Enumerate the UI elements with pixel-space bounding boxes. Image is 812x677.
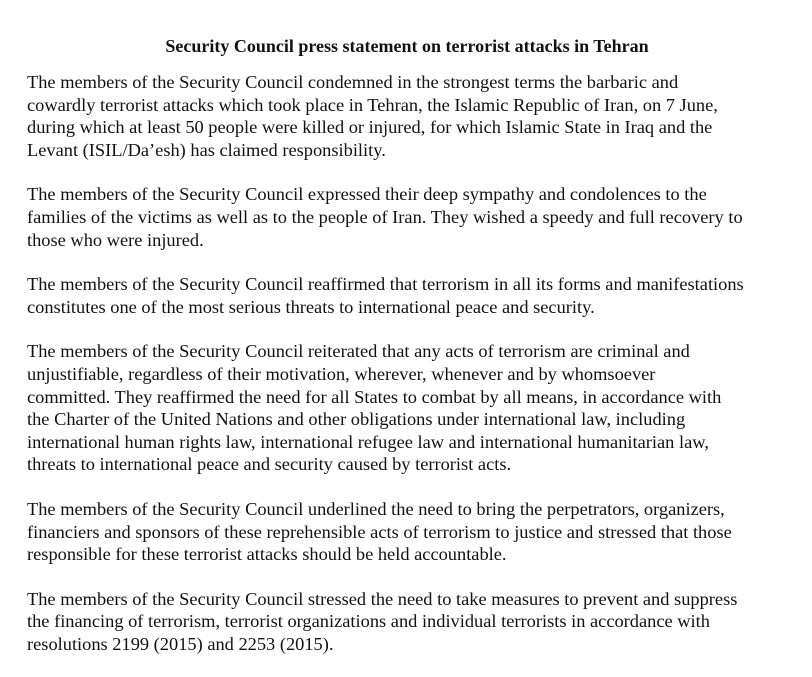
- paragraph-line: the Charter of the United Nations and other obligations under international law, including: [27, 409, 686, 430]
- paragraph-line: The members of the Security Council condemned in the strongest terms the barbaric and: [27, 72, 679, 92]
- document-title: Security Council press statement on terrorist attacks in Tehran: [165, 36, 649, 56]
- paragraph-line: The members of the Security Council reiterated that any acts of terrorism are criminal and: [27, 341, 690, 362]
- paragraph-line: The members of the Security Council underlined the need to bring the perpetrators, organizers,: [27, 498, 725, 519]
- paragraph-line: The members of the Security Council reaffirmed that terrorism in all its forms and manifestations: [27, 274, 744, 295]
- paragraph-line: those who were injured.: [27, 229, 204, 250]
- paragraph-line: committed. They reaffirmed the need for all States to combat by all means, in accordance with: [27, 386, 722, 407]
- paragraph-line: families of the victims as well as to the people of Iran. They wished a speedy and full recovery to: [27, 206, 743, 227]
- paragraph-financing: [27, 588, 807, 656]
- paragraph-line: The members of the Security Council expressed their deep sympathy and condolences to the: [27, 184, 707, 205]
- paragraph-sympathy: [27, 183, 807, 251]
- paragraph-line: Levant (ISIL/Da’esh) has claimed responsibility.: [27, 139, 386, 160]
- paragraph-line: during which at least 50 people were killed or injured, for which Islamic State in Iraq and the: [27, 117, 713, 138]
- press-statement-document: [27, 34, 807, 677]
- paragraph-accountability: [27, 498, 807, 566]
- paragraph-line: The members of the Security Council stressed the need to take measures to prevent and suppress: [27, 588, 738, 609]
- paragraph-line: financiers and sponsors of these reprehensible acts of terrorism to justice and stressed that those: [27, 521, 732, 542]
- paragraph-line: international human rights law, international refugee law and international humanitarian law,: [27, 431, 709, 452]
- paragraph-condemnation: [27, 71, 807, 161]
- paragraph-line: constitutes one of the most serious threats to international peace and security.: [27, 296, 595, 317]
- paragraph-line: unjustifiable, regardless of their motivation, wherever, whenever and by whomsoever: [27, 363, 656, 384]
- paragraph-line: cowardly terrorist attacks which took place in Tehran, the Islamic Republic of Iran, on 7 June,: [27, 94, 718, 115]
- paragraph-reiteration: [27, 340, 807, 476]
- paragraph-reaffirmation: [27, 273, 807, 318]
- paragraph-line: the financing of terrorism, terrorist organizations and individual terrorists in accordance with: [27, 611, 710, 632]
- paragraph-line: responsible for these terrorist attacks should be held accountable.: [27, 544, 507, 565]
- paragraph-line: threats to international peace and security caused by terrorist acts.: [27, 454, 512, 475]
- paragraph-line: resolutions 2199 (2015) and 2253 (2015).: [27, 633, 334, 654]
